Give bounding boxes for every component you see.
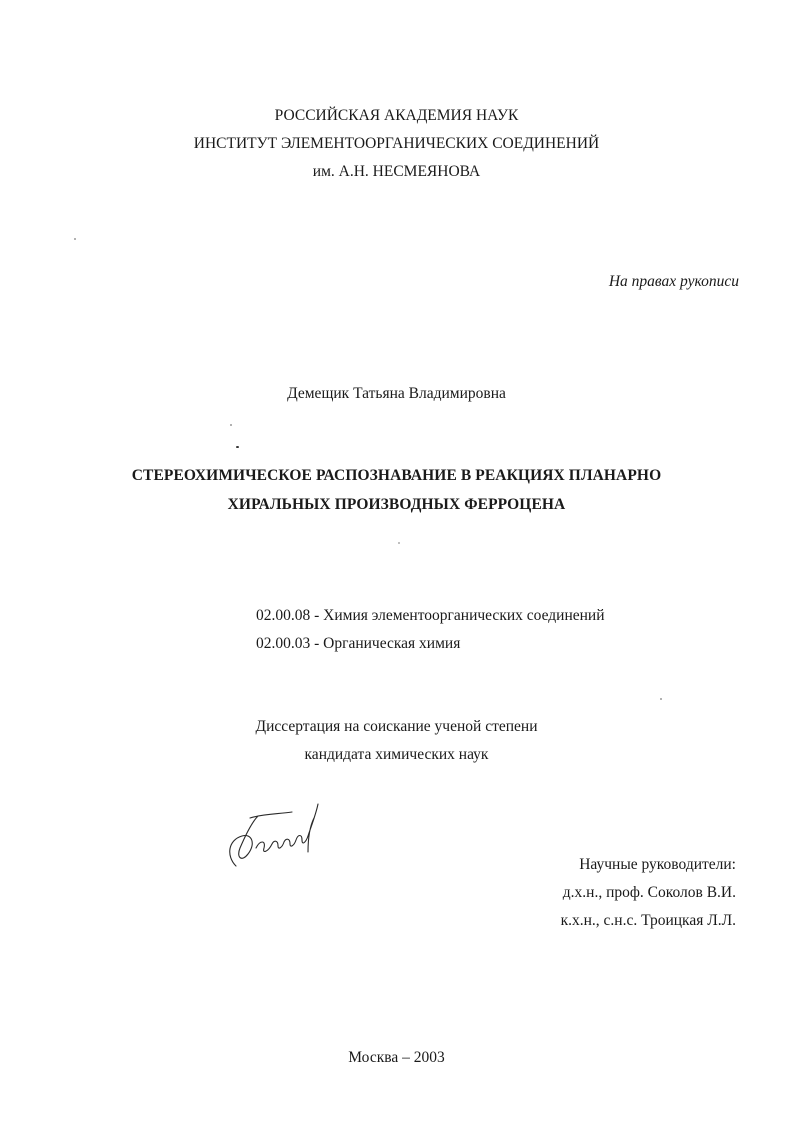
city-year: Москва – 2003 [348, 1049, 445, 1066]
academy-name: РОССИЙСКАЯ АКАДЕМИЯ НАУК [274, 107, 519, 124]
handwritten-signature [222, 796, 326, 874]
thesis-title-line-1: СТЕРЕОХИМИЧЕСКОЕ РАСПОЗНАВАНИЕ В РЕАКЦИЯХ ПЛАНАРНО [131, 467, 662, 484]
specialty-code-2: 02.00.03 - Органическая химия [256, 635, 461, 652]
scan-speck [230, 424, 232, 426]
rights-note: На правах рукописи [608, 273, 739, 290]
degree-line-2: кандидата химических наук [304, 746, 489, 763]
thesis-title-line-2: ХИРАЛЬНЫХ ПРОИЗВОДНЫХ ФЕРРОЦЕНА [227, 496, 566, 513]
supervisor-2: к.х.н., с.н.с. Троицкая Л.Л. [560, 912, 736, 929]
specialty-code-1: 02.00.08 - Химия элементоорганических соединений [256, 607, 605, 624]
institute-name: ИНСТИТУТ ЭЛЕМЕНТООРГАНИЧЕСКИХ СОЕДИНЕНИЙ [193, 135, 600, 152]
institute-namesake: им. А.Н. НЕСМЕЯНОВА [312, 163, 481, 180]
supervisor-1: д.х.н., проф. Соколов В.И. [562, 884, 736, 901]
scan-speck [660, 698, 662, 700]
scan-speck [74, 238, 76, 240]
author-name: Демещик Татьяна Владимировна [287, 385, 506, 402]
scan-speck [398, 542, 400, 544]
scan-speck [236, 446, 239, 448]
degree-line-1: Диссертация на соискание ученой степени [255, 718, 538, 735]
supervisors-heading: Научные руководители: [579, 856, 736, 873]
